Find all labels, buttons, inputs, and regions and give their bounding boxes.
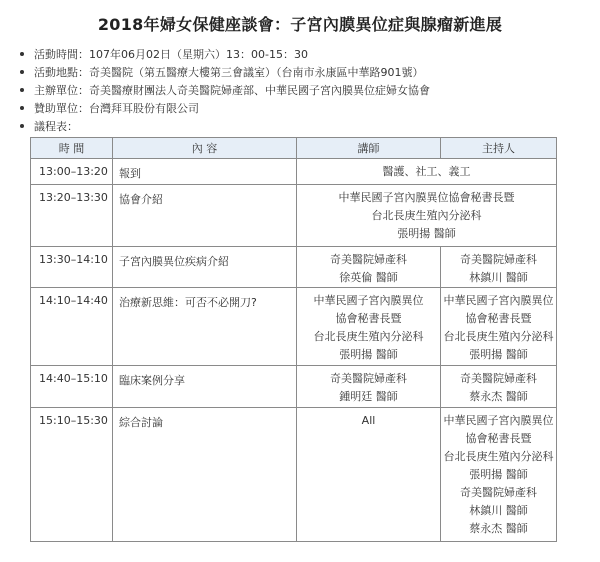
row-topic: 臨床案例分享 [113,366,297,408]
speaker-line: 張明揚 醫師 [397,227,456,240]
row-topic: 子宮內膜異位疾病介紹 [113,247,297,288]
host-line: 中華民國子宮內膜異位 [443,294,554,307]
agenda-label-text: 議程表： [34,120,78,133]
row-time: 13:20–13:30 [31,185,113,247]
row-topic: 報到 [113,159,297,185]
event-time [20,46,430,62]
row-host [441,408,557,542]
row-speaker [297,288,441,366]
event-sponsor [20,100,430,116]
agenda-table [30,137,557,542]
speaker-line: 台北長庚生殖內分泌科 [371,209,482,222]
bullet-icon [20,124,24,128]
event-organizer-text: 主辦單位：奇美醫療財團法人奇美醫院婦產部、中華民國子宮內膜異位症婦女協會 [34,84,430,97]
row-time: 14:10–14:40 [31,288,113,366]
row-speaker [297,408,441,542]
event-location [20,64,430,80]
bullet-icon [20,106,24,110]
row-time: 13:00–13:20 [31,159,113,185]
table-header-row [31,138,557,159]
speaker-line: All [361,414,376,427]
speaker-line: 奇美醫院婦產科 [330,253,407,266]
agenda-label [20,118,430,134]
header-host: 主持人 [441,138,557,159]
event-sponsor-text: 贊助單位：台灣拜耳股份有限公司 [34,102,199,115]
speaker-line: 奇美醫院婦產科 [330,372,407,385]
event-time-text: 活動時間：107年06月02日（星期六）13：00-15：30 [34,48,308,61]
header-time: 時 間 [31,138,113,159]
speaker-line: 中華民國子宮內膜異位協會秘書長暨 [338,191,515,204]
host-line: 張明揚 醫師 [469,348,528,361]
table-row [31,366,557,408]
host-line: 奇美醫院婦產科 [460,372,537,385]
row-speaker-merged [297,159,557,185]
host-line: 蔡永杰 醫師 [469,522,528,535]
speaker-line: 台北長庚生殖內分泌科 [313,330,424,343]
host-line: 奇美醫院婦產科 [460,486,537,499]
event-organizer [20,82,430,98]
row-speaker-merged [297,185,557,247]
host-line: 林鎮川 醫師 [469,504,528,517]
host-line: 張明揚 醫師 [469,468,528,481]
header-speaker: 講師 [297,138,441,159]
speaker-line: 醫護、社工、義工 [382,165,471,178]
row-speaker [297,247,441,288]
row-time: 15:10–15:30 [31,408,113,542]
speaker-line: 協會秘書長暨 [335,312,402,325]
bullet-icon [20,70,24,74]
host-line: 奇美醫院婦產科 [460,253,537,266]
table-row [31,185,557,247]
event-location-text: 活動地點：奇美醫院（第五醫療大樓第三會議室）（台南市永康區中華路901號） [34,66,424,79]
row-speaker [297,366,441,408]
header-topic: 內 容 [113,138,297,159]
speaker-line: 中華民國子宮內膜異位 [313,294,424,307]
row-topic: 綜合討論 [113,408,297,542]
table-row [31,408,557,542]
table-row [31,288,557,366]
page-title: 2018年婦女保健座談會：子宮內膜異位症與腺瘤新進展 [97,15,503,34]
speaker-line: 鍾明廷 醫師 [339,390,398,403]
row-time: 14:40–15:10 [31,366,113,408]
bullet-icon [20,52,24,56]
host-line: 協會秘書長暨 [465,312,532,325]
row-topic: 協會介紹 [113,185,297,247]
speaker-line: 張明揚 醫師 [339,348,398,361]
table-row [31,159,557,185]
bullet-icon [20,88,24,92]
row-host [441,288,557,366]
row-topic: 治療新思維：可否不必開刀? [113,288,297,366]
table-row [31,247,557,288]
host-line: 蔡永杰 醫師 [469,390,528,403]
speaker-line: 徐英倫 醫師 [339,271,398,284]
event-info-list [20,46,430,136]
host-line: 協會秘書長暨 [465,432,532,445]
host-line: 台北長庚生殖內分泌科 [443,330,554,343]
row-host [441,366,557,408]
host-line: 中華民國子宮內膜異位 [443,414,554,427]
host-line: 林鎮川 醫師 [469,271,528,284]
row-host [441,247,557,288]
row-time: 13:30–14:10 [31,247,113,288]
host-line: 台北長庚生殖內分泌科 [443,450,554,463]
